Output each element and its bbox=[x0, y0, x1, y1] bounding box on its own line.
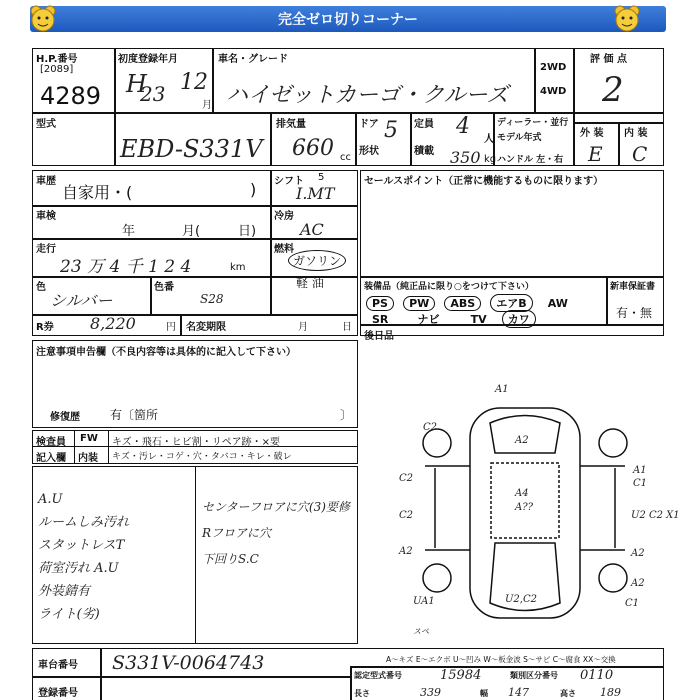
doors-label: ドア bbox=[359, 119, 379, 130]
usage-value: 自家用・( bbox=[62, 183, 133, 202]
exterior-label: 外 装 bbox=[580, 128, 604, 139]
load-value: 350 bbox=[450, 148, 481, 167]
length-label: 長さ bbox=[354, 689, 370, 698]
recycle-value: 8,220 bbox=[90, 314, 136, 333]
registration-number-label: 登録番号 bbox=[38, 688, 78, 699]
category-value: 0110 bbox=[580, 668, 614, 683]
width-value: 147 bbox=[508, 686, 529, 699]
displacement-label: 排気量 bbox=[276, 119, 306, 130]
remark-item: ルームしみ汚れ bbox=[38, 515, 130, 530]
car-name-label: 車名・グレード bbox=[218, 54, 288, 65]
ac-label: 冷房 bbox=[274, 211, 294, 222]
remark-item: 外装錆有 bbox=[38, 584, 91, 599]
shift-label: シフト bbox=[274, 176, 304, 187]
month-unit: 月 bbox=[202, 100, 212, 111]
remarks-left bbox=[38, 488, 129, 626]
equipment-pw: PW bbox=[403, 296, 435, 311]
damage-mark: A2 bbox=[631, 578, 645, 589]
capacity-value: 4 bbox=[456, 114, 470, 139]
damage-mark: U2 C2 X1 bbox=[631, 510, 680, 521]
load-label: 積載 bbox=[414, 146, 434, 157]
equipment-aw: AW bbox=[547, 297, 568, 310]
usage-close: ) bbox=[250, 180, 257, 199]
registration-month: 12 bbox=[180, 70, 208, 95]
later-items-label: 後日品 bbox=[364, 331, 394, 342]
height-label: 高さ bbox=[560, 689, 576, 698]
damage-mark: A2 bbox=[515, 435, 529, 446]
name-change-label: 名変期限 bbox=[186, 322, 226, 333]
width-label: 幅 bbox=[480, 689, 488, 698]
damage-mark: U2,C2 bbox=[505, 594, 537, 605]
damage-mark: スペ bbox=[413, 627, 429, 636]
inspection-label: 車検 bbox=[36, 211, 56, 222]
shift-value: I.MT bbox=[296, 184, 335, 203]
record-label: 記入欄 bbox=[36, 453, 66, 464]
caution-label: 注意事項申告欄（不良内容等は具体的に記入して下さい） bbox=[36, 347, 296, 358]
shape-label: 形状 bbox=[359, 146, 379, 157]
interior-record-label: 内装 bbox=[78, 453, 98, 464]
chassis-label: 車台番号 bbox=[38, 660, 78, 671]
model-label: 型式 bbox=[36, 119, 56, 130]
warranty-choice: 有・無 bbox=[616, 306, 653, 320]
type-designation-label: 認定型式番号 bbox=[354, 671, 402, 680]
damage-mark: C2 bbox=[399, 473, 414, 484]
length-value: 339 bbox=[420, 686, 441, 699]
registration-year: 23 bbox=[140, 82, 166, 106]
repair-history-label: 修復歴 bbox=[50, 412, 80, 423]
equipment-abs: ABS bbox=[444, 296, 481, 311]
equipment-airbag: エアB bbox=[490, 294, 532, 312]
interior-label: 内 装 bbox=[624, 128, 648, 139]
chassis-number: S331V-0064743 bbox=[112, 652, 265, 674]
model-year-label: モデル年式 bbox=[497, 133, 542, 143]
lot-label: H.P.番号 bbox=[36, 54, 78, 65]
remark-item: A.U bbox=[38, 492, 63, 507]
displacement-unit: cc bbox=[340, 152, 351, 163]
shift-extra: 5 bbox=[318, 172, 325, 183]
lot-number: 4289 bbox=[40, 82, 102, 110]
fuel-value: ガソリン bbox=[288, 250, 346, 271]
capacity-unit: 人 bbox=[484, 134, 494, 145]
mileage-value: 23 万 4 千 1 2 4 bbox=[60, 257, 192, 277]
dealer-label: ディーラー・並行 bbox=[497, 118, 569, 128]
repair-history-value: 有〔箇所 bbox=[110, 408, 159, 422]
damage-mark: UA1 bbox=[413, 596, 435, 607]
page-title-banner bbox=[30, 6, 666, 32]
equipment-tv: TV bbox=[470, 313, 487, 326]
usage-label: 車歴 bbox=[36, 176, 56, 187]
damage-mark: C1 bbox=[625, 598, 640, 609]
inspection-day-unit: 日) bbox=[238, 224, 257, 239]
selling-point-label: セールスポイント（正常に機能するものに限ります） bbox=[364, 176, 604, 187]
type-designation-value: 15984 bbox=[440, 668, 482, 683]
bear-mascot-icon bbox=[612, 4, 642, 34]
color-value: シルバー bbox=[50, 291, 113, 310]
fuel-alt: 軽 油 bbox=[296, 276, 324, 290]
drive-4wd: 4WD bbox=[540, 86, 567, 97]
damage-mark: C1 bbox=[633, 478, 648, 489]
exterior-score: E bbox=[588, 142, 603, 166]
equipment-row-2 bbox=[366, 308, 540, 328]
score-value: 2 bbox=[602, 70, 624, 110]
equipment-leather: カワ bbox=[502, 310, 536, 328]
equipment-label: 装備品（純正品に限り○をつけて下さい） bbox=[364, 282, 534, 292]
damage-mark: A2 bbox=[631, 548, 645, 559]
inspection-year-unit: 年 bbox=[122, 224, 136, 239]
damage-mark: A?? bbox=[515, 502, 533, 513]
remark-item: 下回りS.C bbox=[202, 552, 259, 566]
color-number-value: S28 bbox=[200, 292, 224, 306]
doors-value: 5 bbox=[384, 118, 398, 143]
damage-mark: A4 bbox=[515, 488, 529, 499]
inspection-month-unit: 月( bbox=[182, 224, 201, 239]
damage-mark: A2 bbox=[399, 546, 413, 557]
damage-mark: A1 bbox=[495, 384, 509, 395]
fuel-label: 燃料 bbox=[274, 244, 294, 255]
remark-item: 荷室汚れ A.U bbox=[38, 561, 119, 576]
color-number-label: 色番 bbox=[154, 282, 174, 293]
recycle-label: R券 bbox=[36, 322, 54, 333]
remark-item: スタットレスT bbox=[38, 538, 125, 553]
displacement-value: 660 bbox=[292, 136, 334, 161]
car-damage-diagram bbox=[395, 378, 680, 648]
new-car-warranty-label: 新車保証書 bbox=[610, 282, 656, 292]
drive-2wd: 2WD bbox=[540, 62, 567, 73]
model-value: EBD-S331V bbox=[120, 135, 263, 163]
equipment-sr: SR bbox=[372, 313, 389, 326]
car-name-grade: ハイゼットカーゴ・クルーズ bbox=[226, 83, 509, 108]
height-value: 189 bbox=[600, 686, 621, 699]
color-label: 色 bbox=[36, 282, 46, 293]
damage-mark: A1 bbox=[633, 465, 647, 476]
remarks-right bbox=[202, 494, 350, 572]
score-label: 評 価 点 bbox=[590, 54, 627, 65]
name-change-month: 月 bbox=[298, 322, 308, 333]
inspector-label: 検査員 bbox=[36, 437, 66, 448]
equipment-navi: ナビ bbox=[417, 313, 440, 326]
name-change-day: 日 bbox=[342, 322, 352, 333]
ac-value: AC bbox=[300, 220, 324, 239]
remark-item: ライト(劣) bbox=[38, 607, 100, 622]
lot-sub: [2089] bbox=[40, 64, 74, 75]
handle-label: ハンドル 左・右 bbox=[497, 155, 564, 165]
page-title: 完全ゼロ切りコーナー bbox=[278, 12, 418, 28]
repair-history-close: 〕 bbox=[340, 408, 353, 422]
load-unit: kg bbox=[484, 154, 497, 165]
equipment-ps: PS bbox=[366, 296, 394, 311]
mileage-label: 走行 bbox=[36, 244, 56, 255]
interior-score: C bbox=[632, 142, 648, 166]
remark-item: センターフロアに穴(3)要修 bbox=[202, 500, 350, 514]
registration-era: H bbox=[126, 70, 147, 98]
damage-mark: C2 bbox=[399, 510, 414, 521]
recycle-unit: 円 bbox=[166, 322, 176, 333]
first-registration-label: 初度登録年月 bbox=[118, 54, 178, 65]
category-label: 類別区分番号 bbox=[510, 671, 558, 680]
remark-item: Rフロアに穴 bbox=[202, 526, 272, 540]
damage-legend: A～キズ E～エクボ U～凹み W～板金波 S～サビ C～腐食 XX～交換 bbox=[386, 655, 616, 664]
bear-mascot-icon bbox=[28, 4, 58, 34]
inspector-row-1: キズ・飛石・ヒビ割・リペア跡・×要 bbox=[112, 437, 280, 448]
capacity-label: 定員 bbox=[414, 119, 434, 130]
fw-label: FW bbox=[80, 433, 98, 444]
mileage-unit: km bbox=[230, 262, 246, 273]
inspector-row-2: キズ・汚レ・コゲ・穴・タバコ・キレ・破レ bbox=[112, 452, 292, 462]
damage-mark: C2 bbox=[423, 422, 438, 433]
